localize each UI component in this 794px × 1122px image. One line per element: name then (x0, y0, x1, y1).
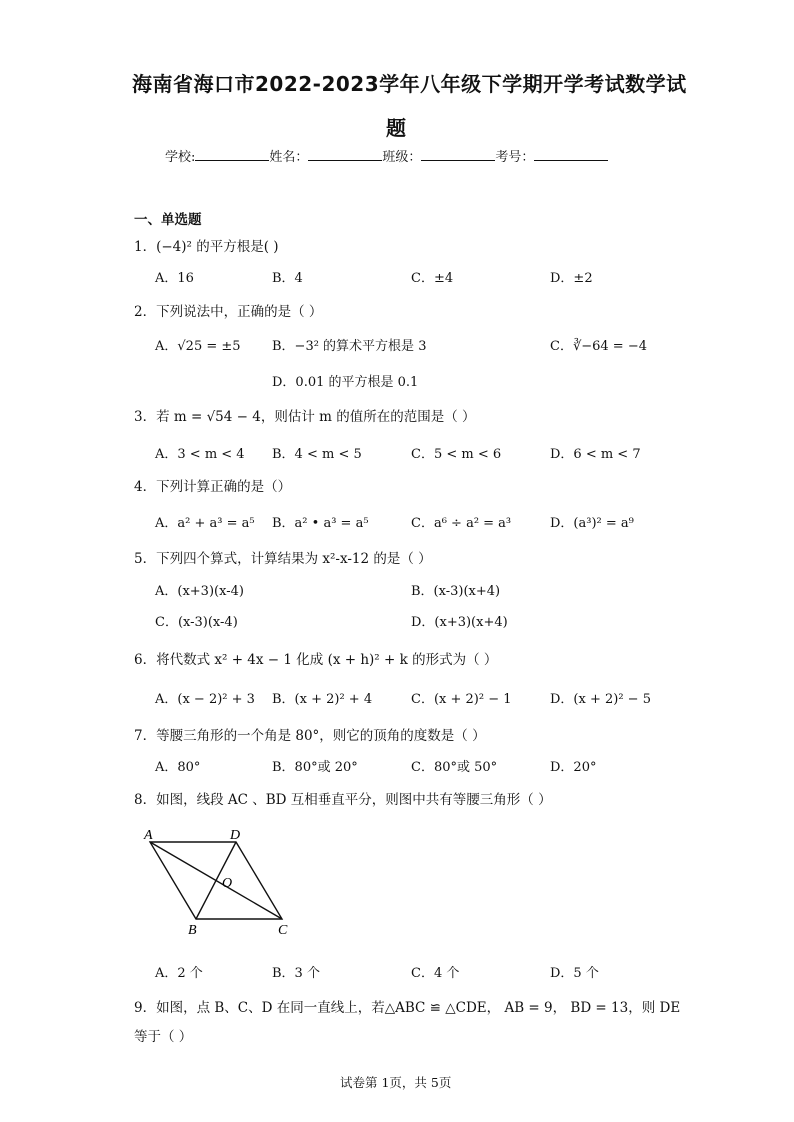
question-1-option-c: C．±4 (411, 271, 454, 286)
question-3-option-c: C．5 < m < 6 (411, 447, 502, 462)
question-6-option-d: D．(x + 2)² − 5 (550, 692, 651, 707)
school-blank (195, 148, 269, 161)
question-7-option-a: A．80° (155, 760, 201, 775)
question-3-stem: 3．若 m = √54 − 4，则估计 m 的值所在的范围是（ ） (134, 409, 476, 425)
question-6-stem: 6．将代数式 x² + 4x − 1 化成 (x + h)² + k 的形式为（ ） (134, 652, 498, 668)
page-title-line1: 海南省海口市2022-2023学年八年级下学期开学考试数学试 (132, 72, 687, 96)
question-7-stem: 7．等腰三角形的一个角是 80°，则它的顶角的度数是（ ） (134, 728, 486, 744)
class-label: 班级： (382, 150, 422, 165)
question-8-stem: 8．如图，线段 AC 、BD 互相垂直平分，则图中共有等腰三角形（ ） (134, 792, 552, 808)
class-blank (421, 148, 495, 161)
question-5-option-b: B．(x-3)(x+4) (411, 584, 501, 599)
question-5-option-d: D．(x+3)(x+4) (411, 615, 508, 630)
question-2-option-d: D．0.01 的平方根是 0.1 (272, 375, 419, 390)
question-3-option-b: B．4 < m < 5 (272, 447, 362, 462)
question-4-option-b: B．a² • a³ = a⁵ (272, 516, 369, 531)
question-1-stem: 1．(−4)² 的平方根是( ) (134, 239, 279, 255)
question-4-option-d: D．(a³)² = a⁹ (550, 516, 634, 531)
label-b: B (188, 923, 197, 938)
question-3-option-a: A．3 < m < 4 (155, 447, 245, 462)
number-label: 考号： (495, 150, 535, 165)
question-2-stem: 2．下列说法中，正确的是（ ） (134, 304, 323, 320)
name-blank (308, 148, 382, 161)
question-5-stem: 5．下列四个算式，计算结果为 x²-x-12 的是（ ） (134, 551, 432, 567)
label-c: C (278, 923, 288, 938)
label-o: O (222, 876, 233, 891)
question-9-stem-continued: 等于（ ） (134, 1029, 193, 1045)
question-5-option-a: A．(x+3)(x-4) (155, 584, 244, 599)
label-d: D (230, 828, 241, 843)
page-footer: 试卷第 1页，共 5页 (340, 1075, 452, 1090)
question-6-option-b: B．(x + 2)² + 4 (272, 692, 373, 707)
question-7-option-d: D．20° (550, 760, 597, 775)
question-3-option-d: D．6 < m < 7 (550, 447, 641, 462)
school-label: 学校: (165, 150, 196, 165)
question-4-stem: 4．下列计算正确的是（） (134, 479, 292, 495)
question-8-option-a: A．2 个 (155, 966, 203, 981)
section-heading: 一、单选题 (134, 212, 202, 228)
student-info-line (165, 146, 608, 165)
question-1-option-b: B．4 (272, 271, 303, 286)
question-6-option-a: A．(x − 2)² + 3 (155, 692, 255, 707)
name-label: 姓名： (269, 150, 309, 165)
question-2-option-a: A．√25 = ±5 (155, 339, 241, 354)
question-5-option-c: C．(x-3)(x-4) (155, 615, 238, 630)
question-4-option-a: A．a² + a³ = a⁵ (155, 516, 255, 531)
question-1-option-d: D．±2 (550, 271, 593, 286)
number-blank (534, 148, 608, 161)
label-a: A (144, 828, 153, 843)
parallelogram-figure (140, 825, 300, 940)
question-9-stem: 9．如图，点 B、C、D 在同一直线上，若△ABC ≌ △CDE， AB = 9， BD = 13，则 DE (134, 1000, 681, 1016)
question-2-option-c: C．∛−64 = −4 (550, 339, 647, 354)
question-6-option-c: C．(x + 2)² − 1 (411, 692, 512, 707)
question-2-option-b: B．−3² 的算术平方根是 3 (272, 339, 427, 354)
question-4-option-c: C．a⁶ ÷ a² = a³ (411, 516, 512, 531)
question-7-option-c: C．80°或 50° (411, 760, 498, 775)
question-8-option-d: D．5 个 (550, 966, 599, 981)
question-8-option-c: C．4 个 (411, 966, 460, 981)
question-1-option-a: A．16 (155, 271, 194, 286)
question-8-option-b: B．3 个 (272, 966, 320, 981)
question-7-option-b: B．80°或 20° (272, 760, 358, 775)
page-title-line2: 题 (386, 116, 407, 140)
